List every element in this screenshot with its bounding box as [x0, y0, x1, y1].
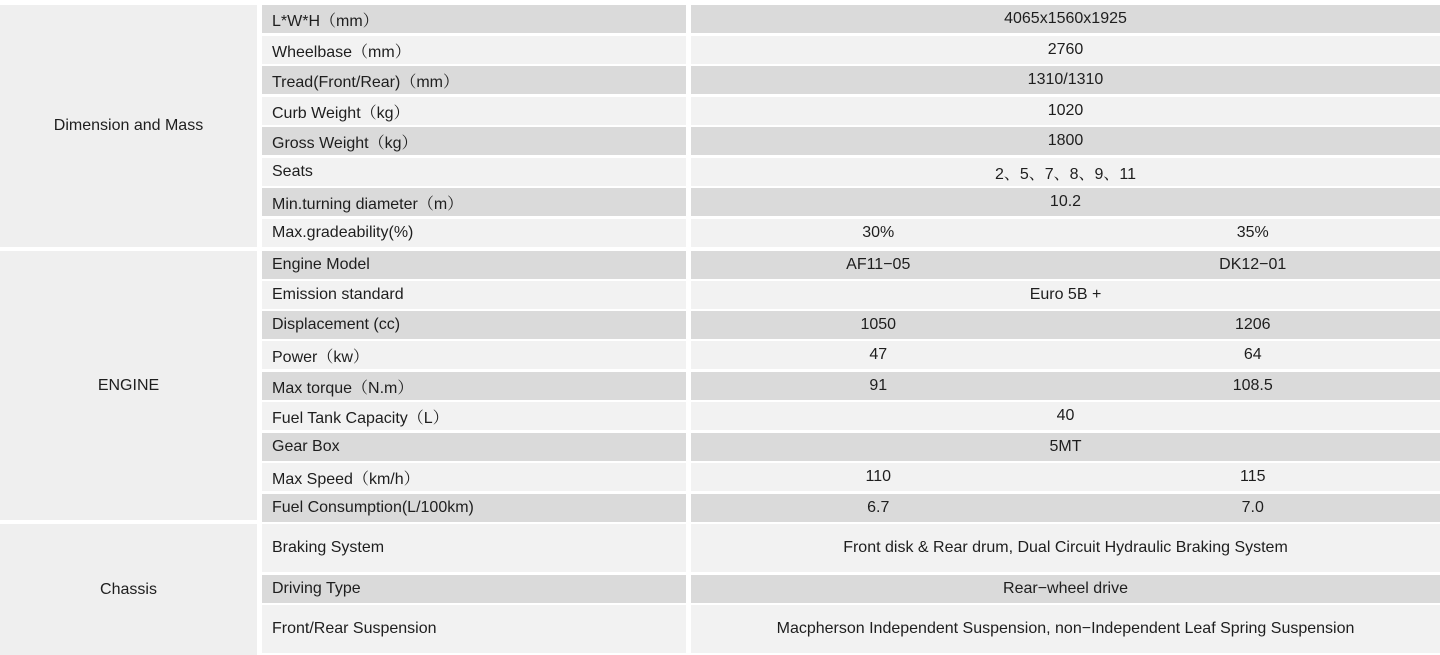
row-label	[262, 281, 686, 309]
row-value	[691, 341, 1440, 369]
value-text: AF11−05	[846, 256, 911, 273]
row-label-text: Gear Box	[272, 438, 340, 455]
row-label	[262, 524, 686, 572]
row-label	[262, 5, 686, 33]
row-label-text: Displacement (cc)	[272, 316, 401, 333]
row-label-text: Wheelbase（mm）	[272, 43, 411, 61]
value-text: 4065x1560x1925	[1004, 10, 1127, 27]
row-value	[691, 575, 1440, 603]
group-label: Dimension and Mass	[53, 117, 204, 134]
row-value	[691, 219, 1440, 247]
row-value	[691, 372, 1440, 400]
row-label	[262, 402, 686, 430]
row-label	[262, 433, 686, 461]
row-label	[262, 127, 686, 155]
row-label	[262, 97, 686, 125]
value-text: Euro 5B +	[1029, 286, 1102, 303]
group-engine	[0, 251, 257, 520]
row-label-text: Fuel Consumption(L/100km)	[272, 499, 474, 516]
row-label	[262, 219, 686, 247]
row-label	[262, 494, 686, 522]
value-text: DK12−01	[1219, 256, 1287, 273]
value-text: Macpherson Independent Suspension, non−Independent Leaf Spring Suspension	[776, 620, 1355, 637]
row-label	[262, 251, 686, 279]
row-value	[691, 188, 1440, 216]
row-label-text: Braking System	[272, 539, 385, 556]
row-label	[262, 36, 686, 64]
value-text: 115	[1239, 468, 1266, 485]
value-text: 2760	[1047, 41, 1084, 58]
row-value	[691, 281, 1440, 309]
row-value	[691, 524, 1440, 572]
row-label	[262, 575, 686, 603]
value-text: 64	[1243, 346, 1262, 363]
value-text: 1310/1310	[1027, 71, 1104, 88]
row-value	[691, 433, 1440, 461]
value-text: 5MT	[1049, 438, 1082, 455]
row-label	[262, 66, 686, 94]
row-value	[691, 97, 1440, 125]
value-text: 10.2	[1049, 193, 1082, 210]
row-label-text: Max.gradeability(%)	[272, 224, 414, 241]
row-label-text: Min.turning diameter（m）	[272, 195, 464, 213]
row-value	[691, 605, 1440, 653]
row-label	[262, 188, 686, 216]
value-text: 30%	[862, 224, 895, 241]
row-label-text: Power（kw）	[272, 348, 369, 366]
value-text: 6.7	[867, 499, 890, 516]
value-text: 1800	[1047, 132, 1084, 149]
row-label-text: L*W*H（mm）	[272, 12, 379, 30]
row-value	[691, 36, 1440, 64]
row-label	[262, 463, 686, 491]
value-text: 40	[1056, 407, 1075, 424]
row-label-text: Emission standard	[272, 286, 404, 303]
row-label-text: Gross Weight（kg）	[272, 134, 418, 152]
row-label-text: Max Speed（km/h）	[272, 470, 420, 488]
value-text: 1206	[1234, 316, 1271, 333]
row-label-text: Driving Type	[272, 580, 361, 597]
row-label-text: Front/Rear Suspension	[272, 620, 437, 637]
row-value	[691, 251, 1440, 279]
value-text: 110	[865, 468, 891, 485]
row-value	[691, 66, 1440, 94]
value-text: 1020	[1047, 102, 1084, 119]
group-label: ENGINE	[97, 376, 160, 394]
value-text: 108.5	[1232, 377, 1273, 394]
row-value	[691, 158, 1440, 186]
row-label	[262, 158, 686, 186]
row-label	[262, 341, 686, 369]
row-label	[262, 372, 686, 400]
group-chassis	[0, 524, 257, 655]
value-text: 7.0	[1241, 499, 1264, 516]
value-text: 35%	[1236, 224, 1269, 241]
row-value	[691, 5, 1440, 33]
row-label-text: Seats	[272, 163, 313, 180]
row-label	[262, 311, 686, 339]
value-text: 2、5、7、8、9、11	[994, 165, 1137, 183]
row-value	[691, 402, 1440, 430]
row-label-text: Fuel Tank Capacity（L）	[272, 409, 449, 427]
row-value	[691, 127, 1440, 155]
row-value	[691, 463, 1440, 491]
value-text: Rear−wheel drive	[1003, 580, 1128, 597]
row-label-text: Engine Model	[272, 256, 370, 273]
group-dimension-mass	[0, 5, 257, 247]
row-label-text: Max torque（N.m）	[272, 379, 414, 397]
value-text: 91	[869, 377, 888, 394]
row-label-text: Curb Weight（kg）	[272, 104, 410, 122]
value-text: 1050	[860, 316, 897, 333]
row-label	[262, 605, 686, 653]
row-label-text: Tread(Front/Rear)（mm）	[272, 73, 459, 91]
value-text: 47	[869, 346, 888, 363]
row-value	[691, 311, 1440, 339]
value-text: Front disk & Rear drum, Dual Circuit Hydraulic Braking System	[843, 539, 1288, 556]
row-value	[691, 494, 1440, 522]
group-label: Chassis	[100, 580, 157, 598]
